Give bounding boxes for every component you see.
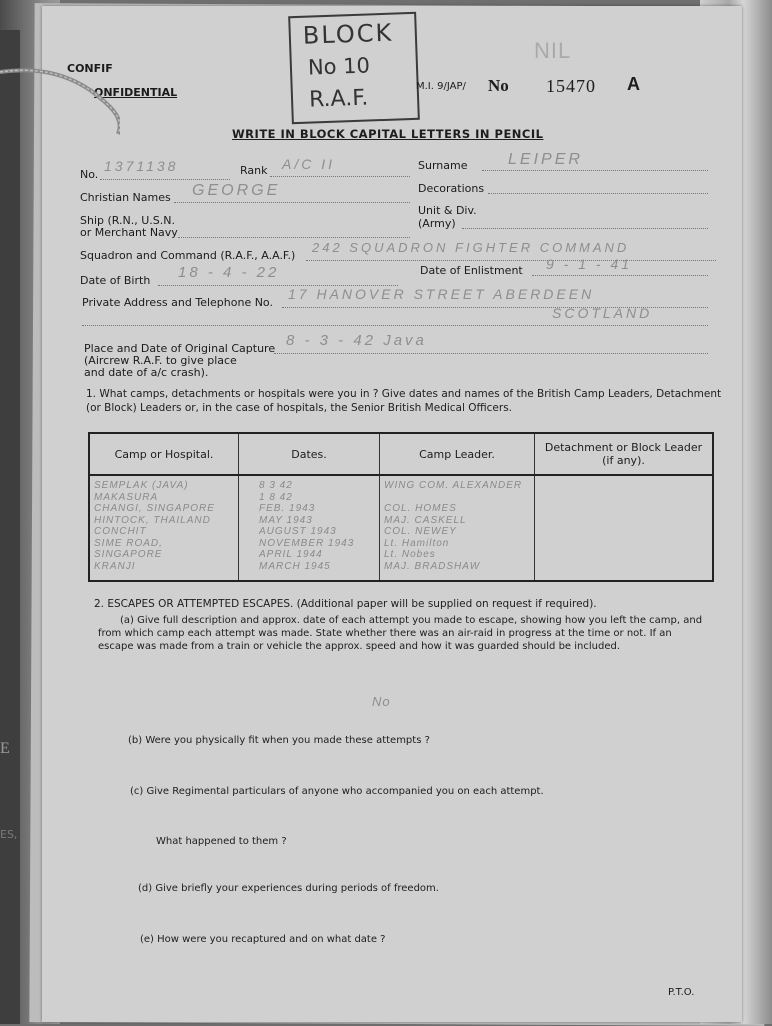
- q2a-answer: No: [372, 694, 391, 709]
- rank-value: A/C II: [282, 156, 336, 172]
- q2e-text: (e) How were you recaptured and on what date ?: [140, 934, 386, 945]
- capture-label-1: Place and Date of Original Capture: [84, 342, 276, 355]
- address-label: Private Address and Telephone No.: [82, 296, 273, 309]
- christian-names-value: GEORGE: [192, 182, 281, 199]
- q1-text-2: (or Block) Leaders or, in the case of hospitals, the Senior British Medical Officers.: [86, 402, 513, 414]
- decorations-label: Decorations: [418, 182, 485, 195]
- unit-label-2: (Army): [418, 217, 456, 230]
- number-label: No: [488, 76, 509, 95]
- camps-table: [88, 432, 714, 582]
- squadron-label: Squadron and Command (R.A.F., A.A.F.): [80, 249, 296, 262]
- q2-title: 2. ESCAPES OR ATTEMPTED ESCAPES. (Additional paper will be supplied on request if required).: [94, 598, 597, 610]
- stamp-line-2: No 10: [307, 53, 371, 80]
- binder-string: [0, 60, 120, 140]
- block-stamp: [288, 12, 420, 124]
- address-value-1: 17 HANOVER STREET ABERDEEN: [288, 286, 595, 302]
- dob-value: 18 - 4 - 22: [178, 264, 280, 281]
- side-letter-e: E: [0, 740, 10, 757]
- col-dates: Dates.: [239, 433, 380, 475]
- confidential-label-1: CONFIF: [67, 62, 113, 75]
- nil-annotation: NIL: [534, 38, 572, 63]
- unit-label-1: Unit & Div.: [418, 204, 477, 217]
- detachment-cell: [535, 475, 714, 581]
- surname-value: LEIPER: [508, 151, 583, 168]
- col-detachment: Detachment or Block Leader (if any).: [535, 433, 714, 475]
- col-camp: Camp or Hospital.: [89, 433, 239, 475]
- service-no-label: No.: [80, 168, 99, 181]
- enlistment-label: Date of Enlistment: [420, 264, 523, 277]
- leaders-cell: WING COM. ALEXANDER COL. HOMES MAJ. CASKELL COL. NEWEY Lt. Hamilton Lt. Nobes MAJ. BRADSHAW: [380, 475, 535, 581]
- table-row: [89, 475, 713, 581]
- number-suffix: A: [627, 74, 640, 94]
- squadron-value: 242 SQUADRON FIGHTER COMMAND: [312, 240, 630, 255]
- capture-value: 8 - 3 - 42 Java: [286, 332, 427, 349]
- col-camp-leader: Camp Leader.: [380, 433, 535, 475]
- dates-cell: 8 3 42 1 8 42 FEB. 1943 MAY 1943 AUGUST 1943 NOVEMBER 1943 APRIL 1944 MARCH 1945: [239, 475, 380, 581]
- christian-names-label: Christian Names: [80, 191, 171, 204]
- address-value-2: SCOTLAND: [552, 305, 653, 321]
- form-page: [42, 6, 742, 1022]
- enlistment-value: 9 - 1 - 41: [546, 256, 633, 272]
- surname-label: Surname: [418, 159, 468, 172]
- confidential-label-2: ONFIDENTIAL: [94, 86, 178, 99]
- ship-label-2: or Merchant Navy: [80, 226, 178, 239]
- q1-text-1: 1. What camps, detachments or hospitals were you in ? Give dates and names of the British Camp Leaders, Detachment: [86, 388, 722, 400]
- service-no-value: 1371138: [104, 158, 179, 174]
- ship-label-1: Ship (R.N., U.S.N.: [80, 214, 175, 227]
- instruction-heading: WRITE IN BLOCK CAPITAL LETTERS IN PENCIL: [232, 127, 544, 141]
- rank-label: Rank: [240, 164, 268, 177]
- q2c-text: (c) Give Regimental particulars of anyone who accompanied you on each attempt.: [130, 786, 544, 797]
- q2a-text-3: escape was made from a train or vehicle the approx. speed and how it was guarded should be included.: [98, 641, 621, 652]
- stamp-line-1: BLOCK: [302, 18, 394, 50]
- form-number: 15470: [546, 76, 596, 96]
- side-letters-es: ES,: [0, 828, 18, 841]
- pto-label: P.T.O.: [668, 987, 695, 998]
- q2a-text-2: from which camp each attempt was made. State whether there was an air-raid in progress at the time or not. If an: [98, 628, 672, 639]
- dob-label: Date of Birth: [80, 274, 151, 287]
- q2d-text: (d) Give briefly your experiences during periods of freedom.: [138, 883, 439, 894]
- binder-strip: [0, 30, 20, 1024]
- camps-table-header: [89, 433, 713, 475]
- q2c-text-2: What happened to them ?: [156, 836, 287, 847]
- camps-cell: SEMPLAK (JAVA) MAKASURA CHANGI, SINGAPORE HINTOCK, THAILAND CONCHIT SIME ROAD, SINGAPORE KRANJI: [89, 475, 239, 581]
- stamp-line-3: R.A.F.: [308, 85, 369, 113]
- q2a-text-1: (a) Give full description and approx. date of each attempt you made to escape, showing how you left the camp, and: [120, 615, 703, 626]
- q2b-text: (b) Were you physically fit when you made these attempts ?: [128, 735, 430, 746]
- capture-label-2: (Aircrew R.A.F. to give place: [84, 354, 237, 367]
- capture-label-3: and date of a/c crash).: [84, 366, 209, 379]
- ref-label: M.I. 9/JAP/: [416, 81, 466, 92]
